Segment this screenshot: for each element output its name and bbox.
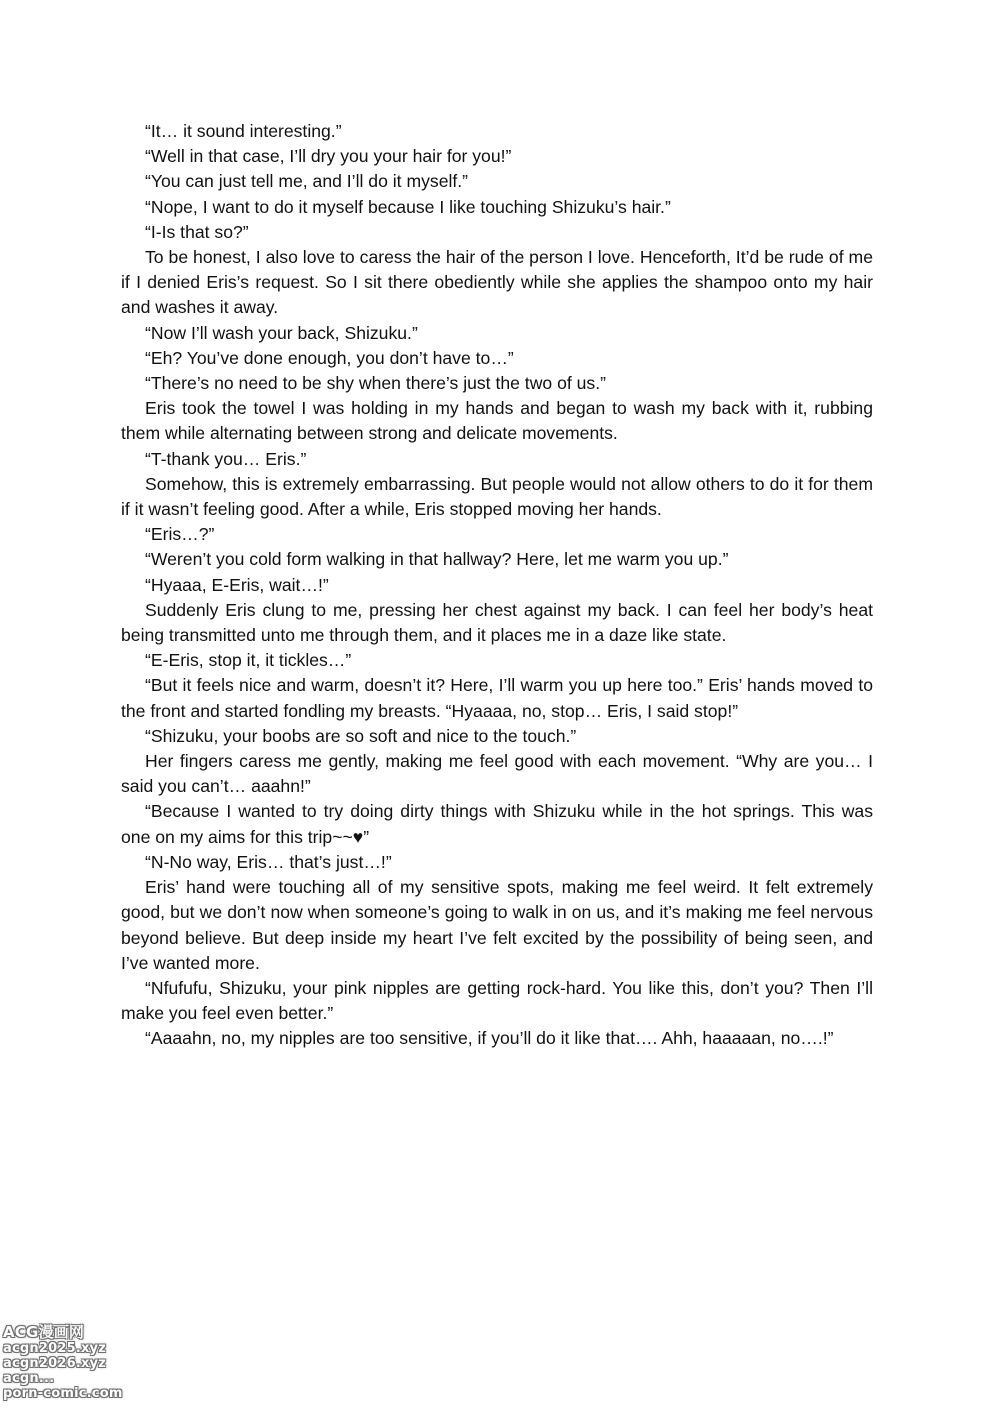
paragraph: “E-Eris, stop it, it tickles…” (145, 650, 352, 671)
paragraph: Eris’ hand were touching all of my sensitive spots, making me feel weird. It felt extremely good, but we don’t now when someone’s going to walk in on us, and it’s making me feel nervous beyond believe. But deep inside my heart I’ve felt excited by the possibility of being seen, and I’ve wanted more. (121, 877, 873, 973)
watermark-line: acgn2026.xyz (3, 1356, 106, 1371)
paragraph: “But it feels nice and warm, doesn’t it? Here, I’ll warm you up here too.” Eris’ hands moved to the front and started fondling my breasts. “Hyaaaa, no, stop… Eris, I said stop!” (121, 675, 873, 721)
story-text (121, 119, 873, 1052)
watermark-line: ACG漫画网 (3, 1323, 85, 1341)
paragraph: “Eh? You’ve done enough, you don’t have to…” (145, 347, 514, 368)
paragraph: “There’s no need to be shy when there’s just the two of us.” (145, 373, 606, 394)
site-watermark (3, 1323, 123, 1401)
paragraph: “Nope, I want to do it myself because I like touching Shizuku’s hair.” (145, 196, 671, 217)
paragraph: Suddenly Eris clung to me, pressing her chest against my back. I can feel her body’s heat being transmitted unto me through them, and it places me in a daze like state. (121, 599, 873, 646)
paragraph: “It… it sound interesting.” (145, 121, 342, 141)
paragraph: “Aaaahn, no, my nipples are too sensitive, if you’ll do it like that…. Ahh, haaaaan, no….!” (145, 1028, 834, 1049)
paragraph: “Nfufufu, Shizuku, your pink nipples are getting rock-hard. You like this, don’t you? Then I’ll make you feel even better.” (121, 977, 873, 1024)
paragraph: “You can just tell me, and I’ll do it myself.” (145, 171, 469, 192)
paragraph: “I-Is that so?” (145, 221, 249, 242)
paragraph: “T-thank you… Eris.” (145, 448, 307, 469)
paragraph: “Hyaaa, E-Eris, wait…!” (145, 574, 329, 595)
paragraph: Eris took the towel I was holding in my hands and began to wash my back with it, rubbing them while alternating between strong and delicate movements. (121, 398, 873, 444)
paragraph: “Now I’ll wash your back, Shizuku.” (145, 322, 418, 343)
watermark-line: acgn2025.xyz (3, 1341, 106, 1356)
paragraph: To be honest, I also love to caress the hair of the person I love. Henceforth, It’d be rude of me if I denied Eris’s request. So I sit there obediently while she applies the shampoo onto my hair and washes it away. (121, 247, 873, 318)
watermark-line: acgn... (3, 1371, 55, 1386)
paragraph: “Eris…?” (145, 524, 215, 545)
paragraph: “Because I wanted to try doing dirty things with Shizuku while in the hot springs. This was one on my aims for this trip~~♥” (121, 801, 873, 847)
paragraph: “Weren’t you cold form walking in that hallway? Here, let me warm you up.” (145, 549, 729, 570)
paragraph: Somehow, this is extremely embarrassing. But people would not allow others to do it for them if it wasn’t feeling good. After a while, Eris stopped moving her hands. (121, 473, 873, 520)
watermark-line: porn-comic.com (3, 1386, 123, 1401)
paragraph: “Shizuku, your boobs are so soft and nice to the touch.” (145, 725, 577, 746)
paragraph: “N-No way, Eris… that’s just…!” (145, 851, 392, 872)
paragraph: “Well in that case, I’ll dry you your hair for you!” (145, 146, 512, 167)
paragraph: Her fingers caress me gently, making me feel good with each movement. “Why are you… I said you can’t… aaahn!” (121, 751, 873, 797)
